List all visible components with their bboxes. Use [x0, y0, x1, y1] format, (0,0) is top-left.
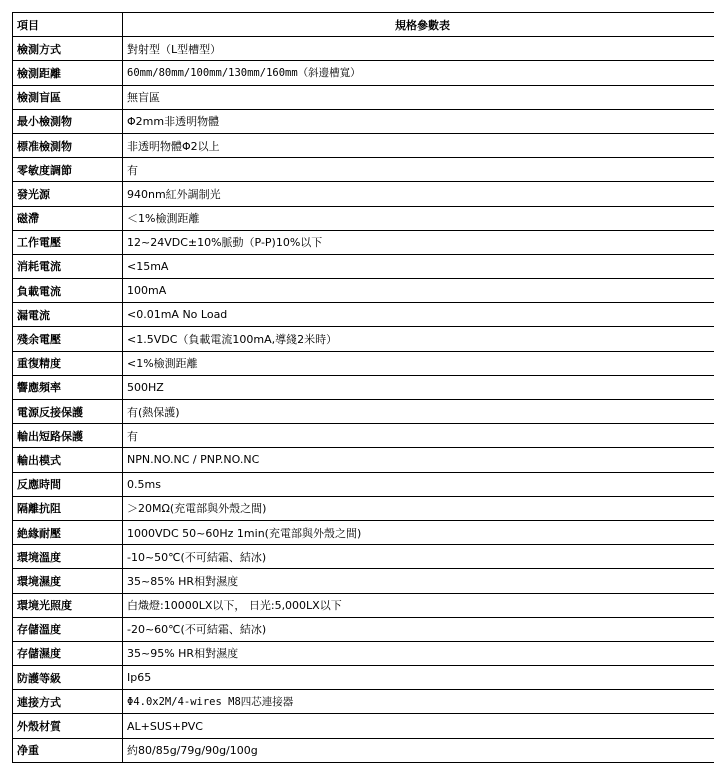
- row-value: 無盲區: [123, 85, 714, 109]
- row-key: 反應時間: [13, 472, 123, 496]
- header-item: 項目: [13, 13, 123, 37]
- table-row: [13, 109, 714, 133]
- table-row: [13, 327, 714, 351]
- row-key: 負載電流: [13, 279, 123, 303]
- row-value: 有: [123, 424, 714, 448]
- row-key: 工作電壓: [13, 230, 123, 254]
- row-key: 電源反接保護: [13, 400, 123, 424]
- table-row: [13, 37, 714, 61]
- row-value: Ip65: [123, 666, 714, 690]
- table-row: [13, 641, 714, 665]
- row-key: 檢測距離: [13, 61, 123, 85]
- table-row: [13, 85, 714, 109]
- row-key: 輸出模式: [13, 448, 123, 472]
- spec-table: [12, 12, 714, 763]
- row-value: <1.5VDC（負載電流100mA,導綫2米時）: [123, 327, 714, 351]
- table-row: [13, 617, 714, 641]
- table-row: [13, 569, 714, 593]
- row-value: 12~24VDC±10%脈動（P-P)10%以下: [123, 230, 714, 254]
- row-value: 非透明物體Φ2以上: [123, 133, 714, 157]
- table-row: [13, 593, 714, 617]
- row-value: 有(熱保護): [123, 400, 714, 424]
- table-header-row: [13, 13, 714, 37]
- row-key: 磁滯: [13, 206, 123, 230]
- row-value: 60mm/80mm/100mm/130mm/160mm（斜邊槽寬）: [123, 61, 714, 85]
- table-row: [13, 545, 714, 569]
- row-value: 對射型（L型槽型）: [123, 37, 714, 61]
- row-key: 消耗電流: [13, 254, 123, 278]
- row-key: 外殼材質: [13, 714, 123, 738]
- table-row: [13, 690, 714, 714]
- table-row: [13, 448, 714, 472]
- row-value: 0.5ms: [123, 472, 714, 496]
- row-value: 940nm紅外調制光: [123, 182, 714, 206]
- row-value: -20~60℃(不可結霜、結冰): [123, 617, 714, 641]
- row-value: 35~85% HR相對濕度: [123, 569, 714, 593]
- table-row: [13, 158, 714, 182]
- row-value: ＜1%檢測距離: [123, 206, 714, 230]
- row-key: 漏電流: [13, 303, 123, 327]
- table-row: [13, 666, 714, 690]
- row-key: 存儲濕度: [13, 641, 123, 665]
- row-key: 響應頻率: [13, 375, 123, 399]
- row-value: 500HZ: [123, 375, 714, 399]
- row-key: 環境光照度: [13, 593, 123, 617]
- table-row: [13, 520, 714, 544]
- row-key: 存儲溫度: [13, 617, 123, 641]
- table-row: [13, 133, 714, 157]
- header-spec: 規格參數表: [123, 13, 714, 37]
- row-value: 1000VDC 50~60Hz 1min(充電部與外殼之間): [123, 520, 714, 544]
- row-key: 重復精度: [13, 351, 123, 375]
- row-value: Φ2mm非透明物體: [123, 109, 714, 133]
- table-row: [13, 375, 714, 399]
- table-row: [13, 279, 714, 303]
- row-value: ＞20MΩ(充電部與外殼之間): [123, 496, 714, 520]
- row-value: 35~95% HR相對濕度: [123, 641, 714, 665]
- row-key: 零敏度調節: [13, 158, 123, 182]
- table-row: [13, 303, 714, 327]
- row-value: AL+SUS+PVC: [123, 714, 714, 738]
- row-key: 殘余電壓: [13, 327, 123, 351]
- table-row: [13, 400, 714, 424]
- row-key: 輸出短路保護: [13, 424, 123, 448]
- row-key: 標准檢測物: [13, 133, 123, 157]
- row-key: 發光源: [13, 182, 123, 206]
- table-row: [13, 738, 714, 762]
- table-row: [13, 496, 714, 520]
- table-row: [13, 230, 714, 254]
- row-value: <15mA: [123, 254, 714, 278]
- row-key: 净重: [13, 738, 123, 762]
- row-key: 最小檢測物: [13, 109, 123, 133]
- row-value: <1%檢測距離: [123, 351, 714, 375]
- row-key: 環境濕度: [13, 569, 123, 593]
- row-key: 連接方式: [13, 690, 123, 714]
- row-key: 防護等級: [13, 666, 123, 690]
- row-value: 約80/85g/79g/90g/100g: [123, 738, 714, 762]
- row-value: <0.01mA No Load: [123, 303, 714, 327]
- row-key: 隔離抗阻: [13, 496, 123, 520]
- row-key: 檢測方式: [13, 37, 123, 61]
- row-value: -10~50℃(不可結霜、結冰): [123, 545, 714, 569]
- row-key: 絶緣耐壓: [13, 520, 123, 544]
- row-value: 100mA: [123, 279, 714, 303]
- row-value: 有: [123, 158, 714, 182]
- table-row: [13, 714, 714, 738]
- row-value: Φ4.0x2M/4-wires M8四芯連接器: [123, 690, 714, 714]
- table-row: [13, 254, 714, 278]
- table-row: [13, 182, 714, 206]
- table-row: [13, 61, 714, 85]
- table-row: [13, 472, 714, 496]
- row-key: 檢測盲區: [13, 85, 123, 109]
- row-key: 環境溫度: [13, 545, 123, 569]
- row-value: 白熾燈:10000LX以下， 日光:5,000LX以下: [123, 593, 714, 617]
- table-row: [13, 351, 714, 375]
- table-row: [13, 206, 714, 230]
- row-value: NPN.NO.NC / PNP.NO.NC: [123, 448, 714, 472]
- spec-body: [13, 37, 714, 763]
- table-row: [13, 424, 714, 448]
